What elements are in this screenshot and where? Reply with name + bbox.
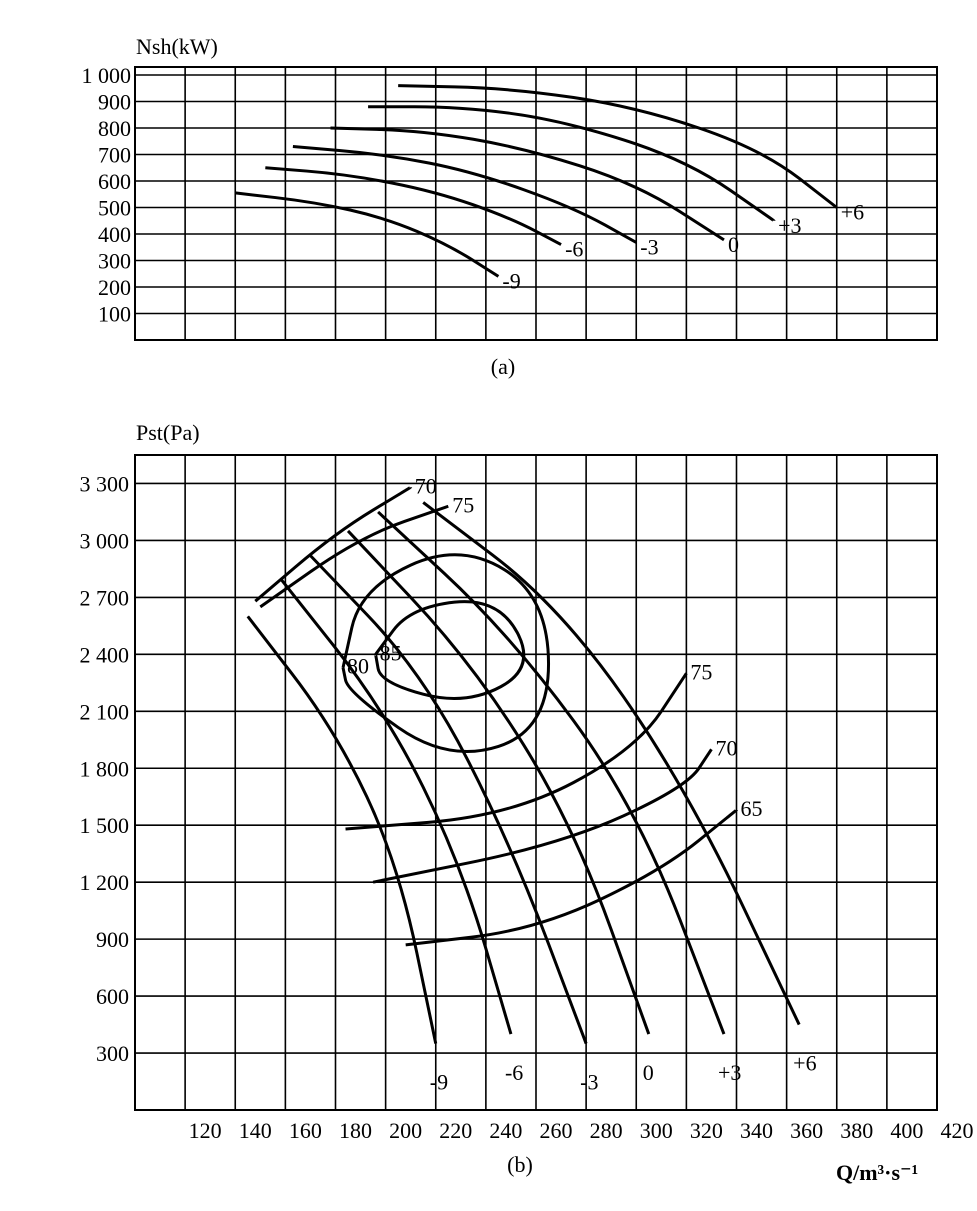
power-curve-label: +3	[778, 212, 802, 238]
panel-b-y-axis-label: Pst(Pa)	[136, 420, 200, 445]
panel-a-y-axis-label: Nsh(kW)	[136, 34, 218, 59]
panel-a-y-tick-labels	[82, 63, 132, 327]
y-tick-label: 1 000	[81, 63, 131, 88]
power-curve-label: 0	[727, 231, 739, 257]
x-tick-label: 240	[489, 1118, 523, 1143]
y-tick-label: 3 000	[79, 528, 129, 554]
x-tick-label: 380	[840, 1118, 874, 1143]
y-tick-label: 200	[98, 275, 131, 300]
pressure-curve-label: -9	[429, 1069, 449, 1095]
panel-b-x-tick-labels	[189, 1118, 974, 1143]
y-tick-label: 2 700	[79, 585, 129, 611]
pressure-curve-0	[348, 531, 649, 1034]
y-tick-label: 600	[96, 984, 129, 1010]
x-tick-label: 400	[890, 1118, 924, 1143]
efficiency-contour-75	[346, 673, 687, 829]
power-curve-+6	[398, 86, 837, 208]
y-tick-label: 300	[96, 1041, 129, 1067]
efficiency-contour-label: 65	[740, 796, 763, 822]
panel-b-caption: (b)	[507, 1152, 533, 1177]
y-tick-label: 100	[98, 301, 131, 327]
y-tick-label: 2 400	[79, 642, 129, 668]
y-tick-label: 1 800	[79, 756, 129, 782]
x-tick-label: 300	[639, 1118, 673, 1143]
pressure-curve-label: -6	[504, 1060, 524, 1086]
power-curve-label: +6	[840, 199, 865, 225]
x-tick-label: 200	[389, 1118, 423, 1143]
efficiency-contour-70	[373, 749, 711, 882]
panel-a-series	[235, 86, 864, 294]
panel-b-x-axis-label: Q/m³·s⁻¹	[836, 1160, 919, 1185]
power-curve--6	[265, 168, 561, 245]
efficiency-contour-label: 75	[690, 659, 713, 685]
y-tick-label: 700	[98, 142, 131, 168]
x-tick-label: 280	[589, 1118, 623, 1143]
panel-b-series	[248, 502, 817, 1094]
efficiency-contour-label: 75	[452, 492, 475, 518]
y-tick-label: 1 500	[79, 813, 129, 839]
y-tick-label: 600	[98, 169, 131, 194]
y-tick-label: 400	[98, 222, 131, 247]
panel-a-grid	[135, 67, 937, 340]
y-tick-label: 3 300	[79, 471, 129, 497]
y-tick-label: 900	[98, 89, 131, 115]
x-tick-label: 320	[689, 1118, 723, 1143]
y-tick-label: 2 100	[79, 699, 129, 725]
y-tick-label: 1 200	[79, 870, 129, 896]
power-curve-label: -3	[640, 234, 659, 260]
efficiency-contour-label: 70	[715, 735, 738, 761]
pressure-curve-label: +3	[717, 1060, 742, 1086]
efficiency-contour-label: 85	[379, 640, 402, 666]
efficiency-contour-label: 70	[414, 473, 437, 499]
panel-a-caption: (a)	[490, 354, 516, 379]
pressure-curve-label: -3	[580, 1069, 599, 1095]
y-tick-label: 500	[98, 195, 131, 221]
power-curve-label: -6	[565, 236, 584, 262]
power-curve-label: -9	[502, 268, 521, 294]
panel-b-grid	[135, 455, 937, 1110]
pressure-curve-+6	[423, 502, 799, 1024]
panel-a-power-chart	[82, 34, 938, 379]
panel-b-pressure-chart	[80, 420, 974, 1185]
x-tick-label: 140	[238, 1118, 272, 1143]
y-tick-label: 800	[98, 116, 131, 141]
panel-b-y-tick-labels	[80, 471, 130, 1066]
pressure-curve-label: +6	[793, 1050, 817, 1076]
x-tick-label: 220	[439, 1118, 473, 1143]
x-tick-label: 180	[339, 1118, 372, 1143]
x-tick-label: 160	[288, 1118, 322, 1143]
x-tick-label: 340	[740, 1118, 773, 1143]
x-tick-label: 420	[940, 1118, 974, 1143]
efficiency-contour-label: 80	[347, 653, 370, 679]
pressure-curve--9	[248, 616, 436, 1043]
power-curve--3	[293, 147, 636, 243]
efficiency-contour-70	[255, 487, 410, 601]
y-tick-label: 300	[98, 248, 131, 274]
x-tick-label: 360	[790, 1118, 824, 1143]
x-tick-label: 260	[539, 1118, 573, 1143]
pressure-curve-label: 0	[642, 1060, 654, 1086]
x-tick-label: 120	[188, 1118, 222, 1143]
y-tick-label: 900	[96, 927, 129, 953]
